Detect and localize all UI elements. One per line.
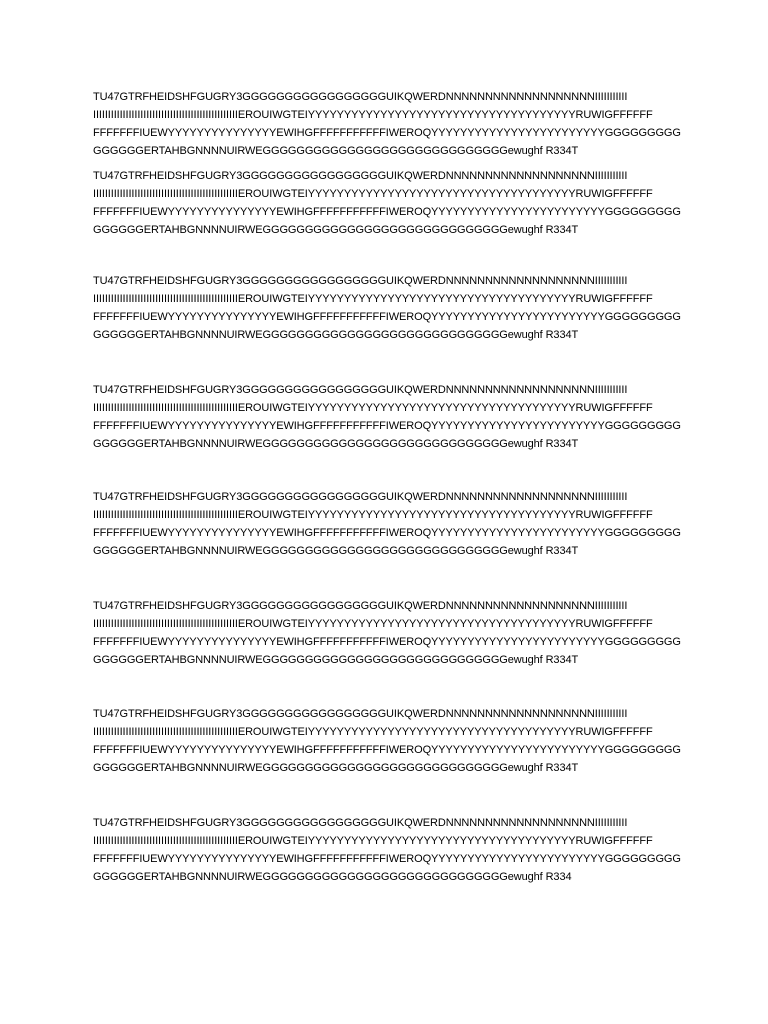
text-line: TU47GTRFHEIDSHFGUGRY3GGGGGGGGGGGGGGGGGUIKQWERDNNNNNNNNNNNNNNNNNNNIIIIIIIIIII: [93, 170, 628, 182]
text-line: GGGGGGERTAHBGNNNNUIRWEGGGGGGGGGGGGGGGGGGGGGGGGGGGGGewughf R334T: [93, 762, 579, 774]
paragraph-7: [93, 705, 693, 777]
text-line: FFFFFFFIUEWYYYYYYYYYYYYYYYEWIHGFFFFFFFFFFFIWEROQYYYYYYYYYYYYYYYYYYYYYYYYGGGGGGGGG: [93, 527, 681, 539]
text-line: IIIIIIIIIIIIIIIIIIIIIIIIIIIIIIIIIIIIIIIIIIIIIIIIIEROUIWGTEIYYYYYYYYYYYYYYYYYYYYYYYYYYYYYYYYYYYYYRUWIGFFFFFF: [93, 618, 653, 630]
text-line: FFFFFFFIUEWYYYYYYYYYYYYYYYEWIHGFFFFFFFFFFFIWEROQYYYYYYYYYYYYYYYYYYYYYYYYGGGGGGGGG: [93, 311, 681, 323]
text-line: IIIIIIIIIIIIIIIIIIIIIIIIIIIIIIIIIIIIIIIIIIIIIIIIIEROUIWGTEIYYYYYYYYYYYYYYYYYYYYYYYYYYYYYYYYYYYYYRUWIGFFFFFF: [93, 509, 653, 521]
text-line: TU47GTRFHEIDSHFGUGRY3GGGGGGGGGGGGGGGGGUIKQWERDNNNNNNNNNNNNNNNNNNNIIIIIIIIIII: [93, 91, 628, 103]
text-line: GGGGGGERTAHBGNNNNUIRWEGGGGGGGGGGGGGGGGGGGGGGGGGGGGGewughf R334T: [93, 145, 579, 157]
text-line: IIIIIIIIIIIIIIIIIIIIIIIIIIIIIIIIIIIIIIIIIIIIIIIIIEROUIWGTEIYYYYYYYYYYYYYYYYYYYYYYYYYYYYYYYYYYYYYRUWIGFFFFFF: [93, 402, 653, 414]
text-line: TU47GTRFHEIDSHFGUGRY3GGGGGGGGGGGGGGGGGUIKQWERDNNNNNNNNNNNNNNNNNNNIIIIIIIIIII: [93, 817, 628, 829]
text-line: IIIIIIIIIIIIIIIIIIIIIIIIIIIIIIIIIIIIIIIIIIIIIIIIIEROUIWGTEIYYYYYYYYYYYYYYYYYYYYYYYYYYYYYYYYYYYYYRUWIGFFFFFF: [93, 109, 653, 121]
text-line: FFFFFFFIUEWYYYYYYYYYYYYYYYEWIHGFFFFFFFFFFFIWEROQYYYYYYYYYYYYYYYYYYYYYYYYGGGGGGGGG: [93, 636, 681, 648]
paragraph-2: [93, 167, 693, 239]
text-line: TU47GTRFHEIDSHFGUGRY3GGGGGGGGGGGGGGGGGUIKQWERDNNNNNNNNNNNNNNNNNNNIIIIIIIIIII: [93, 275, 628, 287]
text-line: FFFFFFFIUEWYYYYYYYYYYYYYYYEWIHGFFFFFFFFFFFIWEROQYYYYYYYYYYYYYYYYYYYYYYYYGGGGGGGGG: [93, 420, 681, 432]
paragraph-4: [93, 381, 693, 453]
text-line: TU47GTRFHEIDSHFGUGRY3GGGGGGGGGGGGGGGGGUIKQWERDNNNNNNNNNNNNNNNNNNNIIIIIIIIIII: [93, 384, 628, 396]
text-line: GGGGGGERTAHBGNNNNUIRWEGGGGGGGGGGGGGGGGGGGGGGGGGGGGGewughf R334T: [93, 438, 579, 450]
text-line: FFFFFFFIUEWYYYYYYYYYYYYYYYEWIHGFFFFFFFFFFFIWEROQYYYYYYYYYYYYYYYYYYYYYYYYGGGGGGGGG: [93, 206, 681, 218]
text-line: IIIIIIIIIIIIIIIIIIIIIIIIIIIIIIIIIIIIIIIIIIIIIIIIIEROUIWGTEIYYYYYYYYYYYYYYYYYYYYYYYYYYYYYYYYYYYYYRUWIGFFFFFF: [93, 726, 653, 738]
text-line: FFFFFFFIUEWYYYYYYYYYYYYYYYEWIHGFFFFFFFFFFFIWEROQYYYYYYYYYYYYYYYYYYYYYYYYGGGGGGGGG: [93, 744, 681, 756]
text-line: FFFFFFFIUEWYYYYYYYYYYYYYYYEWIHGFFFFFFFFFFFIWEROQYYYYYYYYYYYYYYYYYYYYYYYYGGGGGGGGG: [93, 853, 681, 865]
text-line: FFFFFFFIUEWYYYYYYYYYYYYYYYEWIHGFFFFFFFFFFFIWEROQYYYYYYYYYYYYYYYYYYYYYYYYGGGGGGGGG: [93, 127, 681, 139]
paragraph-8: [93, 814, 693, 886]
paragraph-5: [93, 488, 693, 560]
paragraph-6: [93, 597, 693, 669]
text-line: GGGGGGERTAHBGNNNNUIRWEGGGGGGGGGGGGGGGGGGGGGGGGGGGGGewughf R334T: [93, 329, 579, 341]
paragraph-1: [93, 88, 693, 160]
text-line: GGGGGGERTAHBGNNNNUIRWEGGGGGGGGGGGGGGGGGGGGGGGGGGGGGewughf R334T: [93, 224, 579, 236]
paragraph-3: [93, 272, 693, 344]
text-line: IIIIIIIIIIIIIIIIIIIIIIIIIIIIIIIIIIIIIIIIIIIIIIIIIEROUIWGTEIYYYYYYYYYYYYYYYYYYYYYYYYYYYYYYYYYYYYYRUWIGFFFFFF: [93, 188, 653, 200]
text-line: IIIIIIIIIIIIIIIIIIIIIIIIIIIIIIIIIIIIIIIIIIIIIIIIIEROUIWGTEIYYYYYYYYYYYYYYYYYYYYYYYYYYYYYYYYYYYYYRUWIGFFFFFF: [93, 293, 653, 305]
text-line: TU47GTRFHEIDSHFGUGRY3GGGGGGGGGGGGGGGGGUIKQWERDNNNNNNNNNNNNNNNNNNNIIIIIIIIIII: [93, 491, 628, 503]
text-line: TU47GTRFHEIDSHFGUGRY3GGGGGGGGGGGGGGGGGUIKQWERDNNNNNNNNNNNNNNNNNNNIIIIIIIIIII: [93, 708, 628, 720]
text-line: GGGGGGERTAHBGNNNNUIRWEGGGGGGGGGGGGGGGGGGGGGGGGGGGGGewughf R334T: [93, 545, 579, 557]
text-line: IIIIIIIIIIIIIIIIIIIIIIIIIIIIIIIIIIIIIIIIIIIIIIIIIEROUIWGTEIYYYYYYYYYYYYYYYYYYYYYYYYYYYYYYYYYYYYYRUWIGFFFFFF: [93, 835, 653, 847]
text-line: GGGGGGERTAHBGNNNNUIRWEGGGGGGGGGGGGGGGGGGGGGGGGGGGGGewughf R334: [93, 871, 572, 883]
text-line: TU47GTRFHEIDSHFGUGRY3GGGGGGGGGGGGGGGGGUIKQWERDNNNNNNNNNNNNNNNNNNNIIIIIIIIIII: [93, 600, 628, 612]
text-line: GGGGGGERTAHBGNNNNUIRWEGGGGGGGGGGGGGGGGGGGGGGGGGGGGGewughf R334T: [93, 654, 579, 666]
